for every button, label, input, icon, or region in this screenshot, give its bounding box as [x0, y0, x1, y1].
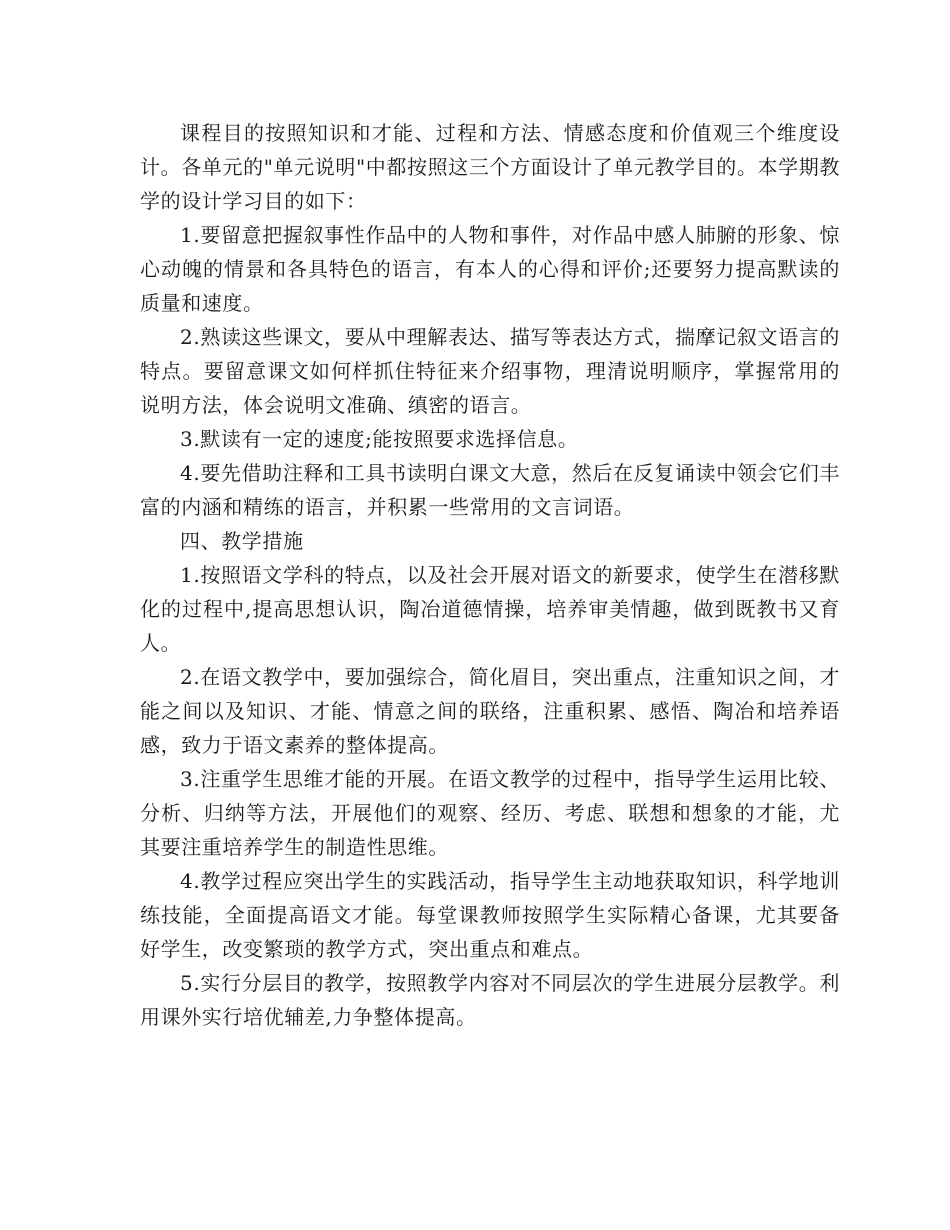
paragraph-measure-3: 3.注重学生思维才能的开展。在语文教学的过程中，指导学生运用比较、分析、归纳等方法，开展他们的观察、经历、考虑、联想和想象的才能，尤其要注重培养学生的制造性思维。: [140, 767, 840, 859]
paragraph-measure-5: 5.实行分层目的教学，按照教学内容对不同层次的学生进展分层教学。利用课外实行培优辅差,力争整体提高。: [140, 971, 840, 1029]
paragraph-objective-3: 3.默读有一定的速度;能按照要求选择信息。: [180, 427, 579, 451]
paragraph-measure-4: 4.教学过程应突出学生的实践活动，指导学生主动地获取知识，科学地训练技能，全面提高语文才能。每堂课教师按照学生实际精心备课，尤其要备好学生，改变繁琐的教学方式，突出重点和难点。: [140, 869, 840, 961]
paragraph-measure-2: 2.在语文教学中，要加强综合，简化眉目，突出重点，注重知识之间，才能之间以及知识、才能、情意之间的联络，注重积累、感悟、陶冶和培养语感，致力于语文素养的整体提高。: [140, 665, 840, 757]
paragraph-objective-1: 1.要留意把握叙事性作品中的人物和事件，对作品中感人肺腑的形象、惊心动魄的情景和各具特色的语言，有本人的心得和评价;还要努力提高默读的质量和速度。: [140, 223, 840, 315]
paragraph-course-objectives-intro: 课程目的按照知识和才能、过程和方法、情感态度和价值观三个维度设计。各单元的"单元说明"中都按照这三个方面设计了单元教学目的。本学期教学的设计学习目的如下：: [140, 121, 840, 213]
paragraph-objective-4: 4.要先借助注释和工具书读明白课文大意，然后在反复诵读中领会它们丰富的内涵和精练的语言，并积累一些常用的文言词语。: [140, 461, 840, 519]
section-heading-teaching-measures: 四、教学措施: [180, 529, 304, 553]
paragraph-measure-1: 1.按照语文学科的特点，以及社会开展对语文的新要求，使学生在潜移默化的过程中,提高思想认识，陶冶道德情操，培养审美情趣，做到既教书又育人。: [140, 563, 840, 655]
paragraph-objective-2: 2.熟读这些课文，要从中理解表达、描写等表达方式，揣摩记叙文语言的特点。要留意课文如何样抓住特征来介绍事物，理清说明顺序，掌握常用的说明方法，体会说明文准确、缜密的语言。: [140, 325, 840, 417]
document-body: [140, 116, 840, 1034]
